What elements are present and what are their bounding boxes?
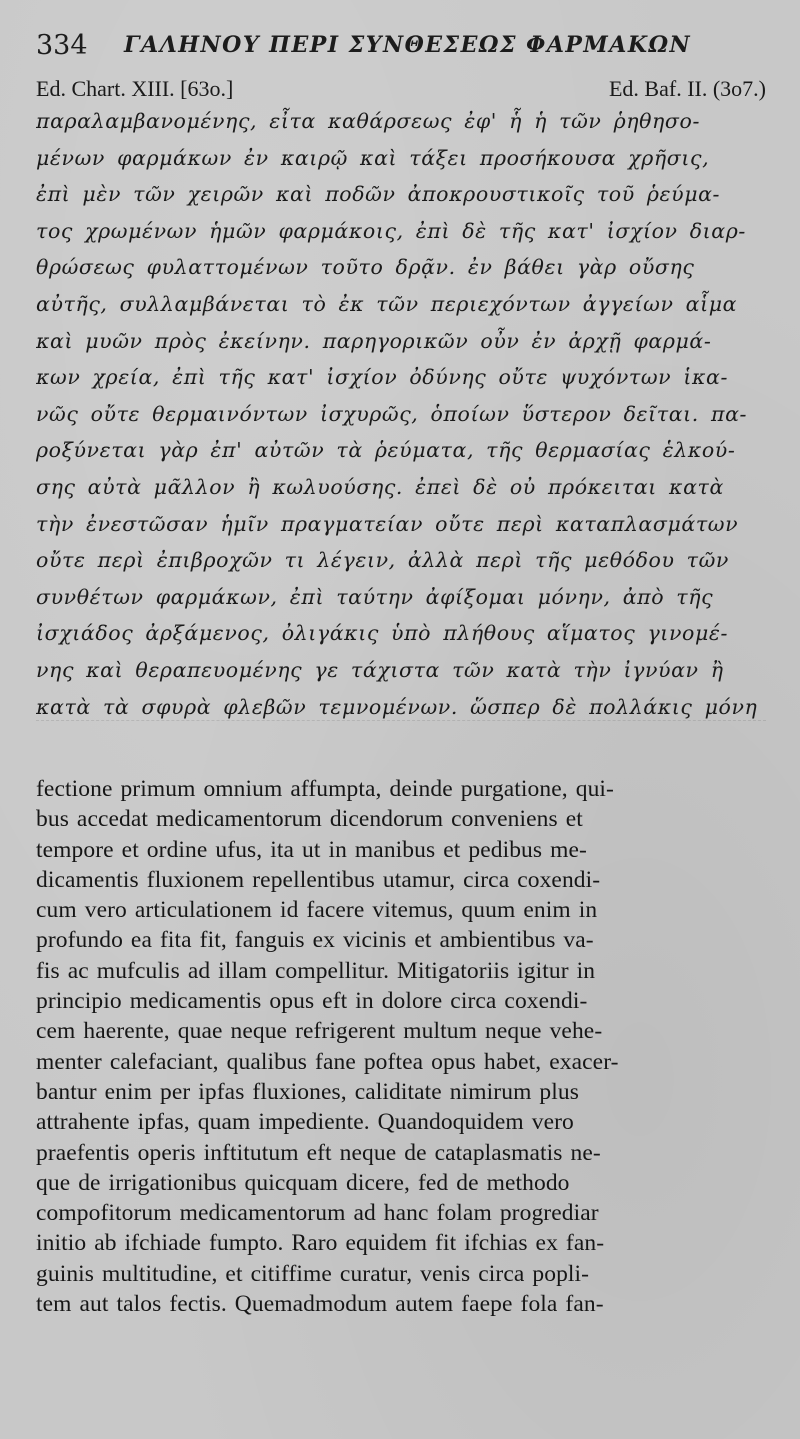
greek-text-line: τὴν ἐνεστῶσαν ἡμῖν πραγματείαν οὔτε περὶ καταπλασμάτων: [36, 511, 739, 536]
greek-text-line: ἰσχιάδος ἀρξάμενος, ὀλιγάκις ὑπὸ πλήθους αἵματος γινομέ-: [36, 621, 728, 646]
page-header: [36, 28, 776, 68]
latin-text-line: praefentis operis inftitutum eft neque de cataplasmatis ne-: [36, 1139, 601, 1166]
latin-text-line: principio medicamentis opus eft in dolore circa coxendi-: [36, 988, 588, 1015]
latin-text-line: tempore et ordine ufus, ita ut in manibus et pedibus me-: [36, 836, 587, 863]
greek-text-line: θρώσεως φυλαττομένων τοῦτο δρᾷν. ἐν βάθει γὰρ οὔσης: [36, 255, 695, 280]
greek-text-line: νῶς οὔτε θερμαινόντων ἰσχυρῶς, ὁποίων ὕστερον δεῖται. πα-: [36, 401, 748, 426]
greek-text-line: καὶ μυῶν πρὸς ἐκείνην. παρηγορικῶν οὖν ἐν ἀρχῇ φαρμά-: [36, 328, 712, 353]
greek-text-line: σης αὐτὰ μᾶλλον ἢ κωλυούσης. ἐπεὶ δὲ οὐ πρόκειται κατὰ: [36, 474, 724, 499]
greek-text-line: οὔτε περὶ ἐπιβροχῶν τι λέγειν, ἀλλὰ περὶ τῆς μεθόδου τῶν: [36, 548, 729, 573]
greek-text-block: [36, 103, 771, 725]
latin-text-line: compofitorum medicamentorum ad hanc folam progrediar: [36, 1200, 599, 1227]
greek-text-line: συνθέτων φαρμάκων, ἐπὶ ταύτην ἀφίξομαι μόνην, ἀπὸ τῆς: [36, 584, 714, 609]
greek-text-line: ροξύνεται γὰρ ἐπ' αὐτῶν τὰ ῥεύματα, τῆς θερμασίας ἑλκού-: [36, 438, 736, 463]
latin-text-line: tem aut talos fectis. Quemadmodum autem faepe fola fan-: [36, 1291, 604, 1318]
latin-text-line: fis ac mufculis ad illam compellitur. Mitigatoriis igitur in: [36, 957, 596, 984]
greek-text-line: παραλαμβανομένης, εἶτα καθάρσεως ἐφ' ἧ ἡ τῶν ῥηθησο-: [36, 109, 700, 133]
latin-text-line: fectione primum omnium affumpta, deinde purgatione, qui-: [36, 776, 614, 802]
latin-text-line: cum vero articulationem id facere vitemus, quum enim in: [36, 897, 598, 924]
latin-text-line: attrahente ipfas, quam impediente. Quandoquidem vero: [36, 1109, 574, 1136]
edition-references: [36, 76, 766, 106]
greek-text-line: αὐτῆς, συλλαμβάνεται τὸ ἐκ τῶν περιεχόντων ἀγγείων αἷμα: [36, 291, 738, 316]
latin-text-block: [36, 774, 771, 1319]
latin-text-line: dicamentis fluxionem repellentibus utamur, circa coxendi-: [36, 866, 601, 893]
greek-text-line: τος χρωμένων ἡμῶν φαρμάκοις, ἐπὶ δὲ τῆς κατ' ἰσχίον διαρ-: [36, 218, 746, 243]
latin-text-line: profundo ea fita fit, fanguis ex vicinis et ambientibus va-: [36, 927, 594, 954]
greek-text-line: νης καὶ θεραπευομένης γε τάχιστα τῶν κατὰ τὴν ἰγνύαν ἢ: [36, 657, 724, 682]
latin-text-line: guinis multitudine, et citiffime curatur, venis circa popli-: [36, 1260, 590, 1287]
latin-text-line: bantur enim per ipfas fluxiones, caliditate nimirum plus: [36, 1078, 580, 1105]
latin-text-line: initio ab ifchiade fumpto. Raro equidem fit ifchias ex fan-: [36, 1230, 605, 1257]
greek-text-line: ἐπὶ μὲν τῶν χειρῶν καὶ ποδῶν ἀποκρουστικοῖς τοῦ ῥεύμα-: [36, 182, 721, 207]
latin-text-line: bus accedat medicamentorum dicendorum conveniens et: [36, 806, 583, 833]
edition-chartier-reference: Ed. Chart. XIII. [63o.]: [36, 76, 234, 101]
greek-text-line: μένων φαρμάκων ἐν καιρῷ καὶ τάξει προσήκουσα χρῆσις,: [36, 145, 710, 170]
edition-basel-reference: Ed. Baf. II. (3o7.): [608, 76, 766, 101]
latin-text-line: cem haerente, quae neque refrigerent multum neque vehe-: [36, 1018, 603, 1045]
page-number: 334: [36, 30, 88, 61]
latin-text-line: menter calefaciant, qualibus fane poftea opus habet, exacer-: [36, 1048, 619, 1075]
greek-text-line: κων χρεία, ἐπὶ τῆς κατ' ἰσχίον ὀδύνης οὔτε ψυχόντων ἱκα-: [36, 365, 728, 390]
running-title: ΓΑΛΗΝΟΥ ΠΕΡΙ ΣΥΝΘΕΣΕΩΣ ΦΑΡΜΑΚΩΝ: [124, 32, 692, 58]
section-separator: [36, 720, 766, 721]
latin-text-line: que de irrigationibus quicquam dicere, fed de methodo: [36, 1169, 570, 1196]
greek-text-line: κατὰ τὰ σφυρὰ φλεβῶν τεμνομένων. ὥσπερ δὲ πολλάκις μόνη: [36, 694, 758, 719]
